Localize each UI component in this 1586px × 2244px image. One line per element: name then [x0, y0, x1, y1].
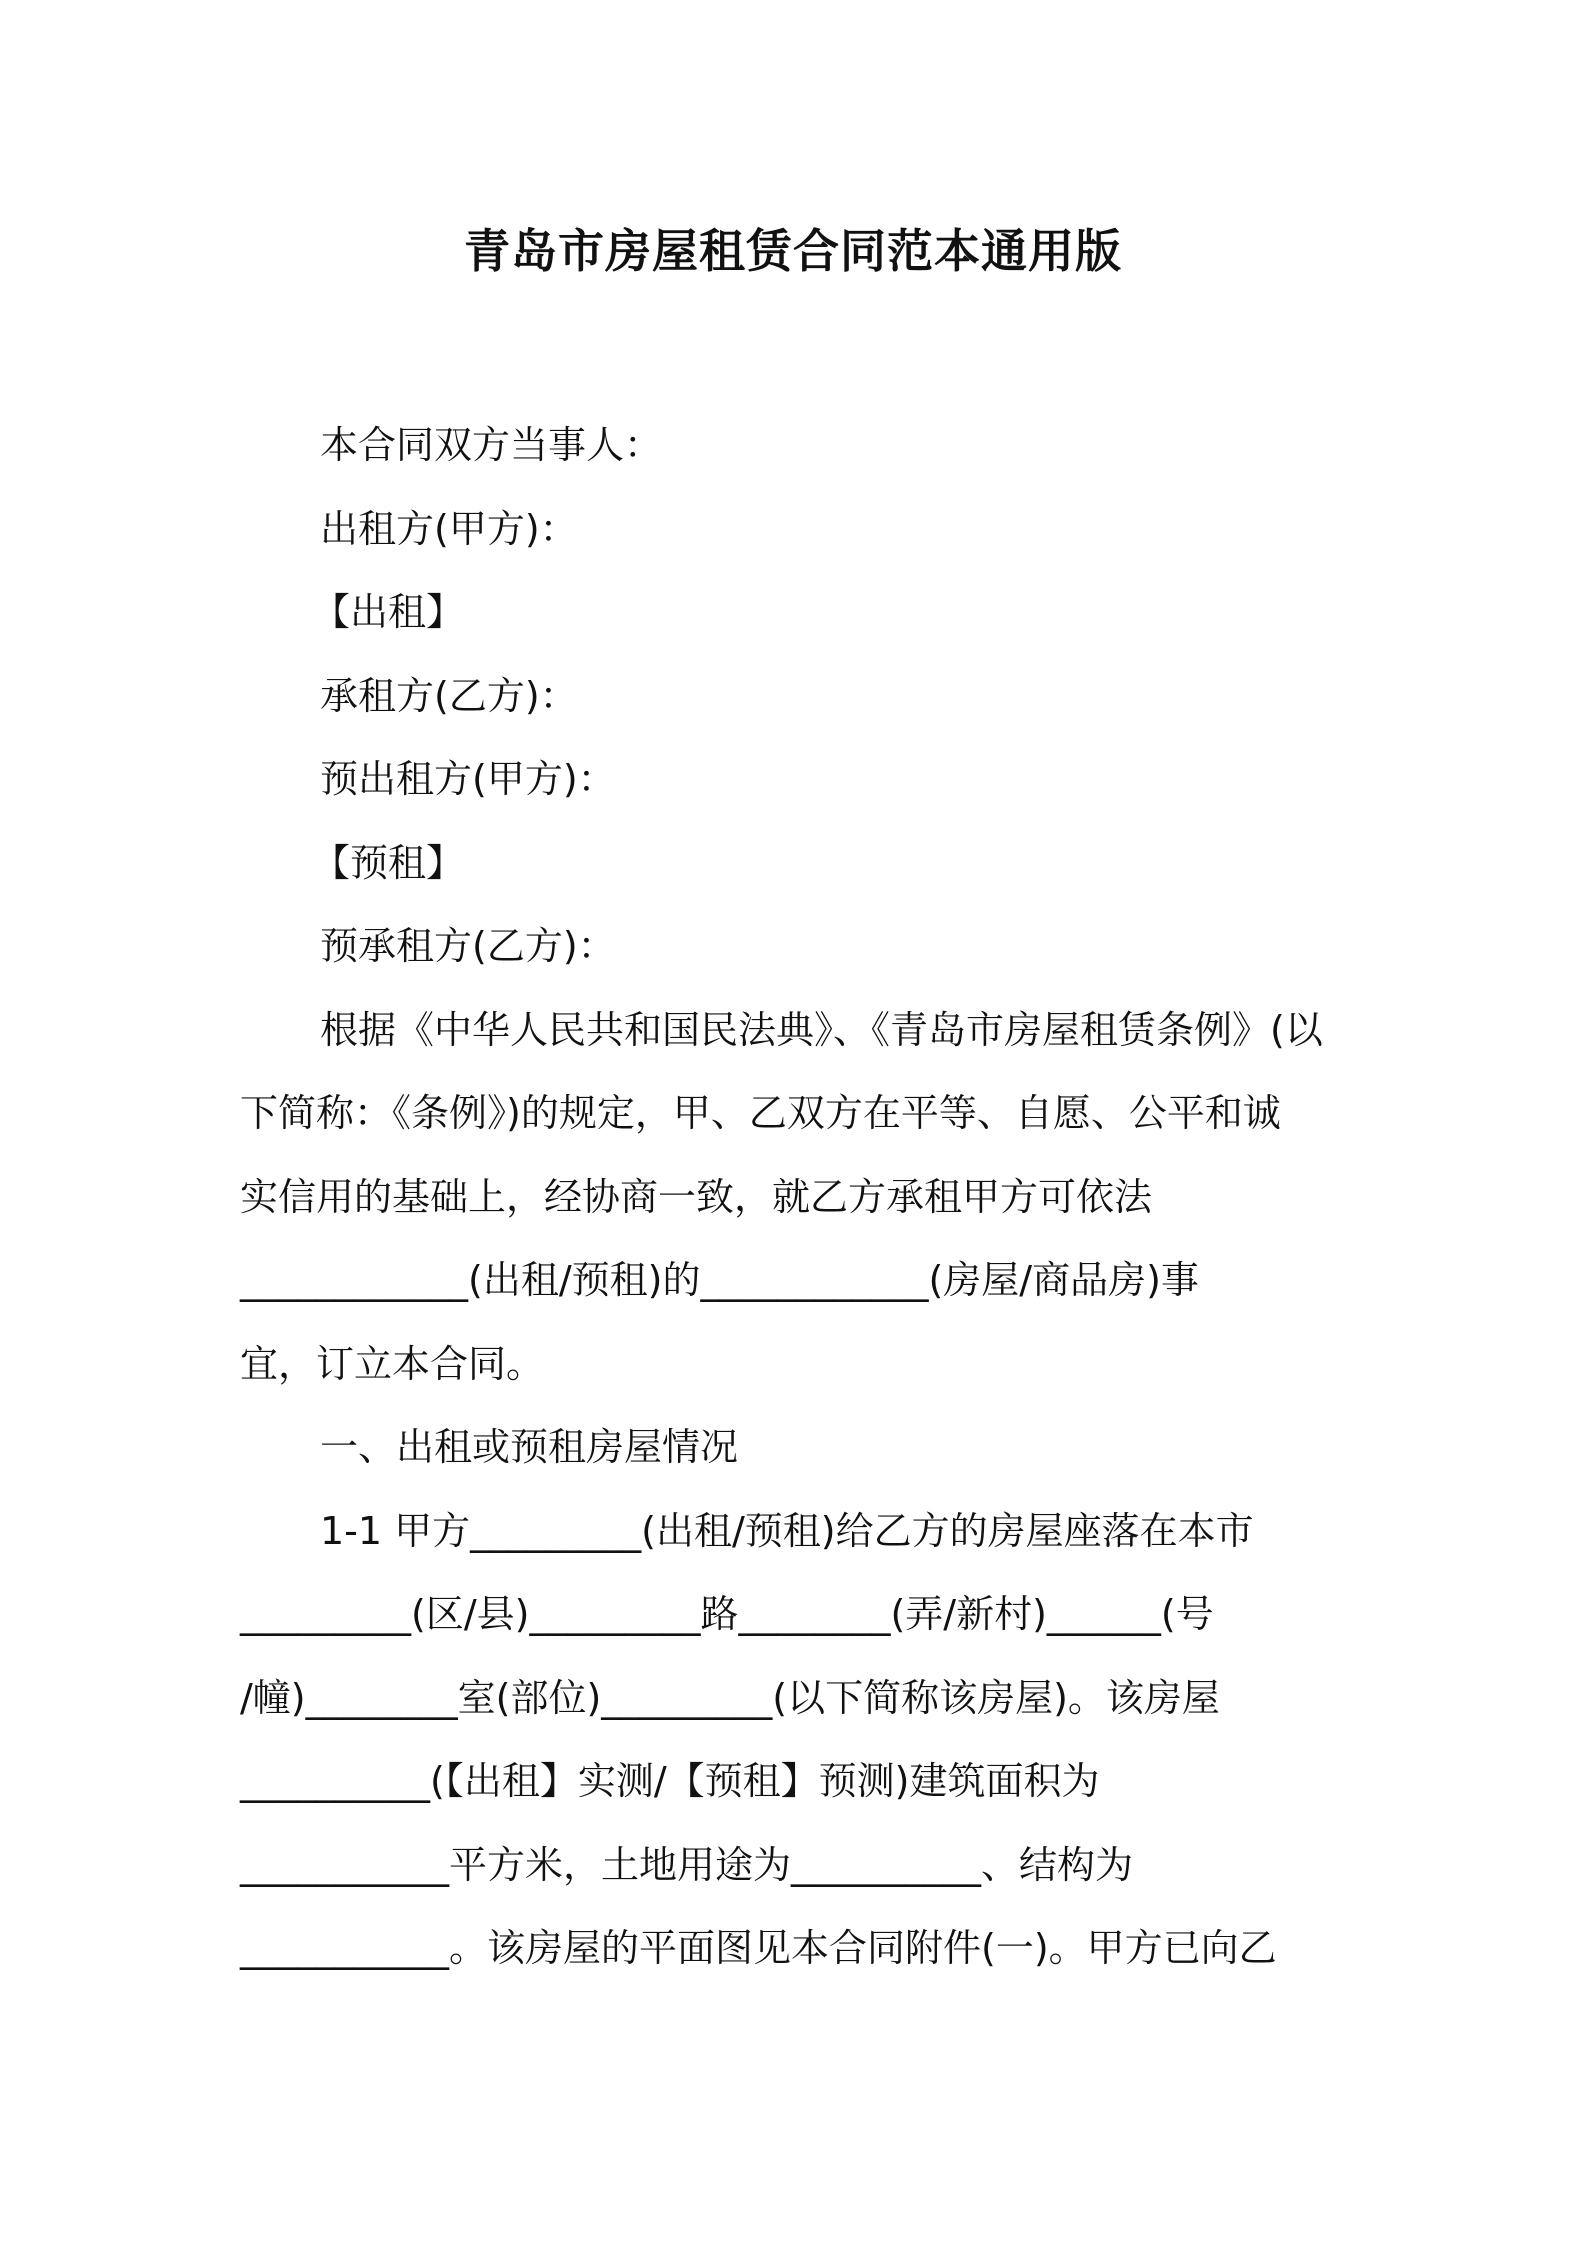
lessee-label: 承租方(乙方)：: [320, 673, 578, 718]
clause-line: ___________平方米，土地用途为__________、结构为: [240, 1842, 1134, 1887]
lessor-label: 出租方(甲方)：: [320, 506, 578, 551]
page-title: 青岛市房屋租赁合同范本通用版: [464, 224, 1122, 278]
pre-lessor-label: 预出租方(甲方)：: [320, 757, 616, 801]
clause-line: __________(【出租】实测/【预租】预测)建筑面积为: [240, 1759, 1100, 1803]
document-body: [240, 404, 1348, 1991]
clause-line: 1-1 甲方_________(出租/预租)给乙方的房屋座落在本市: [320, 1508, 1254, 1553]
preamble-line: 实信用的基础上，经协商一致，就乙方承租甲方可依法: [240, 1174, 1153, 1219]
preamble-line: 根据《中华人民共和国民法典》、《青岛市房屋租赁条例》(以: [320, 1007, 1323, 1052]
clause-line: _________(区/县)_________路________(弄/新村)______(号: [240, 1592, 1214, 1636]
clause-line: /幢)________室(部位)_________(以下简称该房屋)。该房屋: [240, 1675, 1220, 1720]
preamble-line: 宜，订立本合同。: [240, 1341, 545, 1386]
prerent-tag: 【预租】: [312, 840, 465, 885]
section-heading: 一、出租或预租房屋情况: [320, 1425, 739, 1469]
pre-lessee-label: 预承租方(乙方)：: [320, 924, 616, 968]
clause-line: ___________。该房屋的平面图见本合同附件(一)。甲方已向乙: [240, 1926, 1277, 1970]
preamble-line: 下简称：《条例》)的规定，甲、乙双方在平等、自愿、公平和诚: [240, 1091, 1281, 1135]
preamble-line: ____________(出租/预租)的____________(房屋/商品房)事: [240, 1258, 1199, 1302]
parties-intro: 本合同双方当事人：: [320, 423, 663, 467]
rent-tag: 【出租】: [312, 590, 465, 634]
